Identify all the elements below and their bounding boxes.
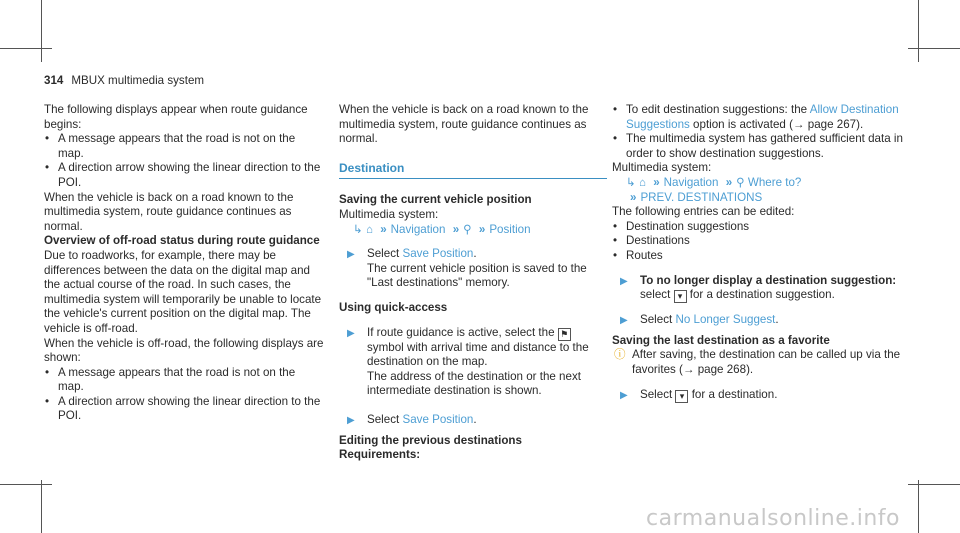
step-arrow-icon: ▶ xyxy=(347,414,355,426)
note: ⓘ After saving, the destination can be called up via the favorites (→ page 268). xyxy=(614,348,901,376)
enter-arrow-icon: ↳ xyxy=(353,222,363,236)
body-text: When the vehicle is back on a road known to the multimedia system, route guidance continues as normal. xyxy=(339,103,589,146)
column-right xyxy=(612,103,912,403)
list-item: • A message appears that the road is not on the map. xyxy=(44,366,324,395)
column-left xyxy=(44,103,324,424)
list-item: • Destinations xyxy=(612,234,912,249)
step: ▶ Select Save Position. xyxy=(339,413,607,428)
crop-mark xyxy=(908,484,960,485)
body-text: The following entries can be edited: xyxy=(612,205,795,219)
step-result: The current vehicle position is saved to the "Last destinations" memory. xyxy=(367,261,587,290)
list-item: • Destination suggestions xyxy=(612,220,912,235)
chevron-right-icon: » xyxy=(725,175,733,189)
crop-mark xyxy=(0,484,52,485)
chevron-right-icon: » xyxy=(452,222,460,236)
chevron-right-icon: » xyxy=(630,190,637,204)
options-icon: ▾ xyxy=(675,390,688,403)
step-arrow-icon: ▶ xyxy=(347,249,355,261)
menu-path: ↳ ⌂ » Navigation » ⚲ Where to? xyxy=(626,175,802,189)
crop-mark xyxy=(41,480,42,533)
crop-mark xyxy=(918,480,919,533)
body-text: When the vehicle is off-road, the following displays are shown: xyxy=(44,336,324,365)
chevron-right-icon: » xyxy=(478,222,486,236)
subheading: Requirements: xyxy=(339,448,421,462)
destination-flag-icon: ⚑ xyxy=(558,328,571,341)
chevron-right-icon: » xyxy=(653,175,660,189)
info-icon: ⓘ xyxy=(614,348,626,362)
search-icon: ⚲ xyxy=(736,175,745,189)
page-title: MBUX multimedia system xyxy=(71,74,205,87)
body-text: Due to roadworks, for example, there may be differences between the data on the digital map and the actual course of the road. In such cases, the multimedia system will temporarily be unable to locate the vehicle's current position on the digital map. The vehicle is off-road. xyxy=(44,248,322,335)
list-item: • Routes xyxy=(612,249,912,264)
section-title: Destination xyxy=(339,161,607,180)
step: ▶ Select Save Position. The current vehicle position is saved to the "Last destinations" memory. xyxy=(339,247,607,291)
step-arrow-icon: ▶ xyxy=(620,275,628,287)
list-item: • A message appears that the road is not on the map. xyxy=(44,132,324,161)
list-item: • A direction arrow showing the linear direction to the POI. xyxy=(44,395,324,424)
menu-path: » PREV. DESTINATIONS xyxy=(630,190,763,204)
step-arrow-icon: ▶ xyxy=(347,327,355,339)
step: ▶ Select ▾ for a destination. xyxy=(612,388,912,403)
subheading: Editing the previous destinations xyxy=(339,433,522,447)
watermark: carmanualsonline.info xyxy=(646,506,900,532)
enter-arrow-icon: ↳ xyxy=(626,175,636,189)
crop-mark xyxy=(41,0,42,62)
subheading: Using quick-access xyxy=(339,300,448,314)
chevron-right-icon: » xyxy=(380,222,387,236)
label: Multimedia system: xyxy=(612,161,712,175)
step: ▶ To no longer display a destination suggestion: select ▾ for a destination suggestion. xyxy=(620,273,897,302)
subheading: Saving the last destination as a favorite xyxy=(612,333,830,347)
list-item: • A direction arrow showing the linear direction to the POI. xyxy=(44,161,324,190)
list-item: • The multimedia system has gathered sufficient data in order to show destination suggestions. xyxy=(612,132,912,161)
page-header xyxy=(44,74,204,89)
step-arrow-icon: ▶ xyxy=(620,389,628,401)
save-position-link: Save Position xyxy=(402,247,474,261)
menu-path xyxy=(339,223,607,238)
path-position: Position xyxy=(489,222,531,236)
subheading: Overview of off-road status during route guidance xyxy=(44,234,320,248)
body-text: When the vehicle is back on a road known to the multimedia system, route guidance continues as normal. xyxy=(44,190,294,233)
list-item: • To edit destination suggestions: the Allow Destination Suggestions option is activated (→ page 267). xyxy=(612,103,912,132)
crop-mark xyxy=(918,0,919,62)
allow-suggestions-link: Allow Destination Suggestions xyxy=(626,103,899,131)
path-navigation: Navigation xyxy=(390,222,446,236)
intro-text: The following displays appear when route guidance begins: xyxy=(44,103,308,131)
location-pin-icon: ⚲ xyxy=(463,222,472,236)
column-middle xyxy=(339,103,607,463)
step-arrow-icon: ▶ xyxy=(620,315,628,327)
home-icon: ⌂ xyxy=(638,175,646,189)
options-icon: ▾ xyxy=(674,290,687,303)
home-icon: ⌂ xyxy=(365,222,373,236)
no-longer-suggest-link: No Longer Suggest xyxy=(675,313,776,327)
crop-mark xyxy=(0,48,52,49)
step: ▶ If route guidance is active, select the ⚑ symbol with arrival time and distance to the destination on the map. The address of the destination or the next intermediate destination is shown. xyxy=(347,325,589,398)
page-number: 314 xyxy=(44,74,64,87)
label: Multimedia system: xyxy=(339,207,439,221)
save-position-link: Save Position xyxy=(402,412,474,426)
step: ▶ Select No Longer Suggest. xyxy=(612,313,912,328)
subheading: Saving the current vehicle position xyxy=(339,193,532,207)
crop-mark xyxy=(908,48,960,49)
